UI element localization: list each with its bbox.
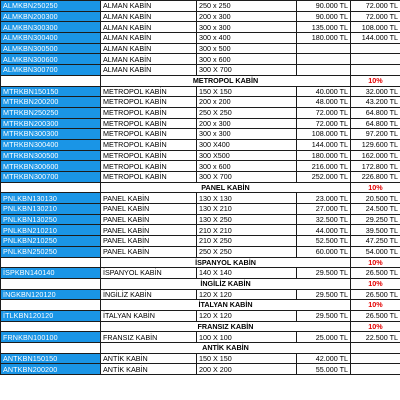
product-size-cell: 300 x 300 xyxy=(197,22,297,33)
discounted-price-cell: 26.500 TL xyxy=(351,289,400,300)
section-header-row xyxy=(1,182,400,193)
product-code-cell: ALMKBN300700 xyxy=(1,65,101,76)
discounted-price-cell xyxy=(351,65,400,76)
section-header-row xyxy=(1,321,400,332)
list-price-cell: 29.500 TL xyxy=(297,310,351,321)
product-name-cell: ANTİK KABİN xyxy=(101,364,197,375)
discounted-price-cell xyxy=(351,364,400,375)
list-price-cell: 44.000 TL xyxy=(297,225,351,236)
product-name-cell: METROPOL KABİN xyxy=(101,150,197,161)
product-code-cell: ALMKBN300500 xyxy=(1,43,101,54)
product-size-cell: 200 x 300 xyxy=(197,11,297,22)
list-price-cell xyxy=(297,54,351,65)
product-name-cell: METROPOL KABİN xyxy=(101,97,197,108)
product-code-cell: MTRKBN300700 xyxy=(1,172,101,183)
product-code-cell: ALMKBN250250 xyxy=(1,1,101,12)
discounted-price-cell: 97.200 TL xyxy=(351,129,400,140)
table-row xyxy=(1,107,400,118)
product-code-cell: FRNKBN100100 xyxy=(1,332,101,343)
product-size-cell: 300 x 500 xyxy=(197,43,297,54)
discounted-price-cell: 144.000 TL xyxy=(351,33,400,44)
discounted-price-cell: 47.250 TL xyxy=(351,236,400,247)
product-name-cell: ALMAN KABİN xyxy=(101,33,197,44)
product-size-cell: 250 X 250 xyxy=(197,246,297,257)
product-code-cell: MTRKBN250250 xyxy=(1,107,101,118)
product-name-cell: METROPOL KABİN xyxy=(101,161,197,172)
list-price-cell: 90.000 TL xyxy=(297,1,351,12)
list-price-cell xyxy=(297,43,351,54)
list-price-cell: 55.000 TL xyxy=(297,364,351,375)
product-name-cell: İSPANYOL KABİN xyxy=(101,268,197,279)
product-code-cell: ANTKBN200200 xyxy=(1,364,101,375)
product-code-cell: MTRKBN300300 xyxy=(1,129,101,140)
list-price-cell: 252.000 TL xyxy=(297,172,351,183)
discounted-price-cell xyxy=(351,54,400,65)
table-row xyxy=(1,54,400,65)
product-name-cell: ALMAN KABİN xyxy=(101,54,197,65)
discounted-price-cell: 43.200 TL xyxy=(351,97,400,108)
product-code-cell: ALMKBN200300 xyxy=(1,11,101,22)
product-size-cell: 120 X 120 xyxy=(197,310,297,321)
product-name-cell: METROPOL KABİN xyxy=(101,139,197,150)
product-name-cell: FRANSIZ KABİN xyxy=(101,332,197,343)
product-name-cell: ALMAN KABİN xyxy=(101,22,197,33)
table-row xyxy=(1,225,400,236)
section-title: İSPANYOL KABİN xyxy=(101,257,351,268)
product-size-cell: 130 X 130 xyxy=(197,193,297,204)
product-code-cell: ALMKBN300300 xyxy=(1,22,101,33)
section-title: PANEL KABİN xyxy=(101,182,351,193)
product-size-cell: 210 X 210 xyxy=(197,225,297,236)
list-price-cell: 42.000 TL xyxy=(297,353,351,364)
table-row xyxy=(1,86,400,97)
list-price-cell: 29.500 TL xyxy=(297,268,351,279)
table-row xyxy=(1,364,400,375)
product-name-cell: ALMAN KABİN xyxy=(101,43,197,54)
table-row xyxy=(1,193,400,204)
product-code-cell: ANTKBN150150 xyxy=(1,353,101,364)
product-size-cell: 300 X 700 xyxy=(197,172,297,183)
section-discount xyxy=(351,343,400,354)
table-row xyxy=(1,22,400,33)
list-price-cell: 144.000 TL xyxy=(297,139,351,150)
table-row xyxy=(1,236,400,247)
table-row xyxy=(1,1,400,12)
section-header-row xyxy=(1,300,400,311)
product-code-cell: PNLKBN250250 xyxy=(1,246,101,257)
product-size-cell: 200 X 200 xyxy=(197,364,297,375)
table-row xyxy=(1,11,400,22)
product-name-cell: İNGİLİZ KABİN xyxy=(101,289,197,300)
table-row xyxy=(1,353,400,364)
product-name-cell: METROPOL KABİN xyxy=(101,86,197,97)
discounted-price-cell: 32.000 TL xyxy=(351,86,400,97)
discounted-price-cell: 22.500 TL xyxy=(351,332,400,343)
product-name-cell: İTALYAN KABİN xyxy=(101,310,197,321)
product-name-cell: ANTİK KABİN xyxy=(101,353,197,364)
section-blank-cell xyxy=(1,278,101,289)
list-price-cell: 27.000 TL xyxy=(297,204,351,215)
product-code-cell: ALMKBN300400 xyxy=(1,33,101,44)
table-row xyxy=(1,150,400,161)
discounted-price-cell: 129.600 TL xyxy=(351,139,400,150)
section-discount: 10% xyxy=(351,257,400,268)
product-name-cell: ALMAN KABİN xyxy=(101,1,197,12)
product-code-cell: MTRKBN200300 xyxy=(1,118,101,129)
table-row xyxy=(1,332,400,343)
discounted-price-cell: 54.000 TL xyxy=(351,246,400,257)
section-blank-cell xyxy=(1,321,101,332)
table-row xyxy=(1,65,400,76)
product-size-cell: 300 x 400 xyxy=(197,33,297,44)
table-row xyxy=(1,129,400,140)
section-title: İNGİLİZ KABİN xyxy=(101,278,351,289)
list-price-cell: 135.000 TL xyxy=(297,22,351,33)
discounted-price-cell xyxy=(351,353,400,364)
discounted-price-cell: 39.500 TL xyxy=(351,225,400,236)
table-row xyxy=(1,33,400,44)
product-size-cell: 250 X 250 xyxy=(197,107,297,118)
product-name-cell: METROPOL KABİN xyxy=(101,129,197,140)
product-name-cell: METROPOL KABİN xyxy=(101,172,197,183)
product-size-cell: 300 X400 xyxy=(197,139,297,150)
discounted-price-cell: 72.000 TL xyxy=(351,11,400,22)
product-code-cell: İNGKBN120120 xyxy=(1,289,101,300)
list-price-cell xyxy=(297,65,351,76)
table-row xyxy=(1,289,400,300)
product-code-cell: İSPKBN140140 xyxy=(1,268,101,279)
product-size-cell: 250 x 250 xyxy=(197,1,297,12)
section-title: İTALYAN KABİN xyxy=(101,300,351,311)
discounted-price-cell: 108.000 TL xyxy=(351,22,400,33)
section-discount: 10% xyxy=(351,321,400,332)
product-code-cell: PNLKBN130210 xyxy=(1,204,101,215)
product-code-cell: MTRKBN300600 xyxy=(1,161,101,172)
section-header-row xyxy=(1,343,400,354)
product-code-cell: ALMKBN300600 xyxy=(1,54,101,65)
product-size-cell: 300 x 600 xyxy=(197,54,297,65)
discounted-price-cell: 226.800 TL xyxy=(351,172,400,183)
list-price-cell: 90.000 TL xyxy=(297,11,351,22)
product-code-cell: PNLKBN130250 xyxy=(1,214,101,225)
product-code-cell: MTRKBN300400 xyxy=(1,139,101,150)
product-name-cell: PANEL KABİN xyxy=(101,204,197,215)
product-name-cell: PANEL KABİN xyxy=(101,236,197,247)
list-price-cell: 108.000 TL xyxy=(297,129,351,140)
section-blank-cell xyxy=(1,75,101,86)
product-size-cell: 150 X 150 xyxy=(197,353,297,364)
product-name-cell: PANEL KABİN xyxy=(101,225,197,236)
list-price-cell: 32.500 TL xyxy=(297,214,351,225)
product-name-cell: PANEL KABİN xyxy=(101,246,197,257)
section-title: ANTİK KABİN xyxy=(101,343,351,354)
table-row xyxy=(1,268,400,279)
product-size-cell: 140 X 140 xyxy=(197,268,297,279)
discounted-price-cell: 64.800 TL xyxy=(351,107,400,118)
discounted-price-cell: 29.250 TL xyxy=(351,214,400,225)
product-size-cell: 300 X 700 xyxy=(197,65,297,76)
discounted-price-cell xyxy=(351,43,400,54)
product-code-cell: İTLKBN120120 xyxy=(1,310,101,321)
product-name-cell: ALMAN KABİN xyxy=(101,65,197,76)
product-code-cell: PNLKBN210210 xyxy=(1,225,101,236)
product-size-cell: 200 x 300 xyxy=(197,118,297,129)
list-price-cell: 25.000 TL xyxy=(297,332,351,343)
product-name-cell: METROPOL KABİN xyxy=(101,107,197,118)
product-size-cell: 300 x 300 xyxy=(197,129,297,140)
section-header-row xyxy=(1,257,400,268)
section-title: FRANSIZ KABİN xyxy=(101,321,351,332)
product-size-cell: 210 X 250 xyxy=(197,236,297,247)
discounted-price-cell: 172.800 TL xyxy=(351,161,400,172)
table-row xyxy=(1,139,400,150)
product-size-cell: 130 X 210 xyxy=(197,204,297,215)
product-size-cell: 150 X 150 xyxy=(197,86,297,97)
discounted-price-cell: 24.500 TL xyxy=(351,204,400,215)
section-discount: 10% xyxy=(351,182,400,193)
product-name-cell: METROPOL KABİN xyxy=(101,118,197,129)
product-name-cell: PANEL KABİN xyxy=(101,214,197,225)
table-row xyxy=(1,43,400,54)
table-row xyxy=(1,246,400,257)
section-header-row xyxy=(1,75,400,86)
discounted-price-cell: 162.000 TL xyxy=(351,150,400,161)
product-code-cell: PNLKBN210250 xyxy=(1,236,101,247)
section-blank-cell xyxy=(1,257,101,268)
list-price-cell: 48.000 TL xyxy=(297,97,351,108)
product-code-cell: MTRKBN200200 xyxy=(1,97,101,108)
section-blank-cell xyxy=(1,343,101,354)
product-name-cell: ALMAN KABİN xyxy=(101,11,197,22)
product-code-cell: PNLKBN130130 xyxy=(1,193,101,204)
discounted-price-cell: 72.000 TL xyxy=(351,1,400,12)
section-title: METROPOL KABİN xyxy=(101,75,351,86)
table-row xyxy=(1,97,400,108)
product-size-cell: 300 x 600 xyxy=(197,161,297,172)
list-price-cell: 29.500 TL xyxy=(297,289,351,300)
product-name-cell: PANEL KABİN xyxy=(101,193,197,204)
list-price-cell: 216.000 TL xyxy=(297,161,351,172)
section-discount: 10% xyxy=(351,278,400,289)
table-row xyxy=(1,310,400,321)
discounted-price-cell: 26.500 TL xyxy=(351,310,400,321)
section-discount: 10% xyxy=(351,75,400,86)
discounted-price-cell: 26.500 TL xyxy=(351,268,400,279)
product-size-cell: 120 X 120 xyxy=(197,289,297,300)
list-price-cell: 180.000 TL xyxy=(297,33,351,44)
table-row xyxy=(1,161,400,172)
list-price-cell: 72.000 TL xyxy=(297,107,351,118)
discounted-price-cell: 64.800 TL xyxy=(351,118,400,129)
table-row xyxy=(1,214,400,225)
product-size-cell: 200 x 200 xyxy=(197,97,297,108)
section-header-row xyxy=(1,278,400,289)
price-table-body xyxy=(1,1,400,375)
list-price-cell: 60.000 TL xyxy=(297,246,351,257)
product-code-cell: MTRKBN300500 xyxy=(1,150,101,161)
table-row xyxy=(1,204,400,215)
product-code-cell: MTRKBN150150 xyxy=(1,86,101,97)
list-price-cell: 180.000 TL xyxy=(297,150,351,161)
product-size-cell: 100 X 100 xyxy=(197,332,297,343)
section-blank-cell xyxy=(1,182,101,193)
discounted-price-cell: 20.500 TL xyxy=(351,193,400,204)
section-blank-cell xyxy=(1,300,101,311)
list-price-cell: 23.000 TL xyxy=(297,193,351,204)
table-row xyxy=(1,172,400,183)
list-price-cell: 40.000 TL xyxy=(297,86,351,97)
product-size-cell: 130 X 250 xyxy=(197,214,297,225)
section-discount: 10% xyxy=(351,300,400,311)
list-price-cell: 52.500 TL xyxy=(297,236,351,247)
table-row xyxy=(1,118,400,129)
list-price-cell: 72.000 TL xyxy=(297,118,351,129)
product-size-cell: 300 X500 xyxy=(197,150,297,161)
